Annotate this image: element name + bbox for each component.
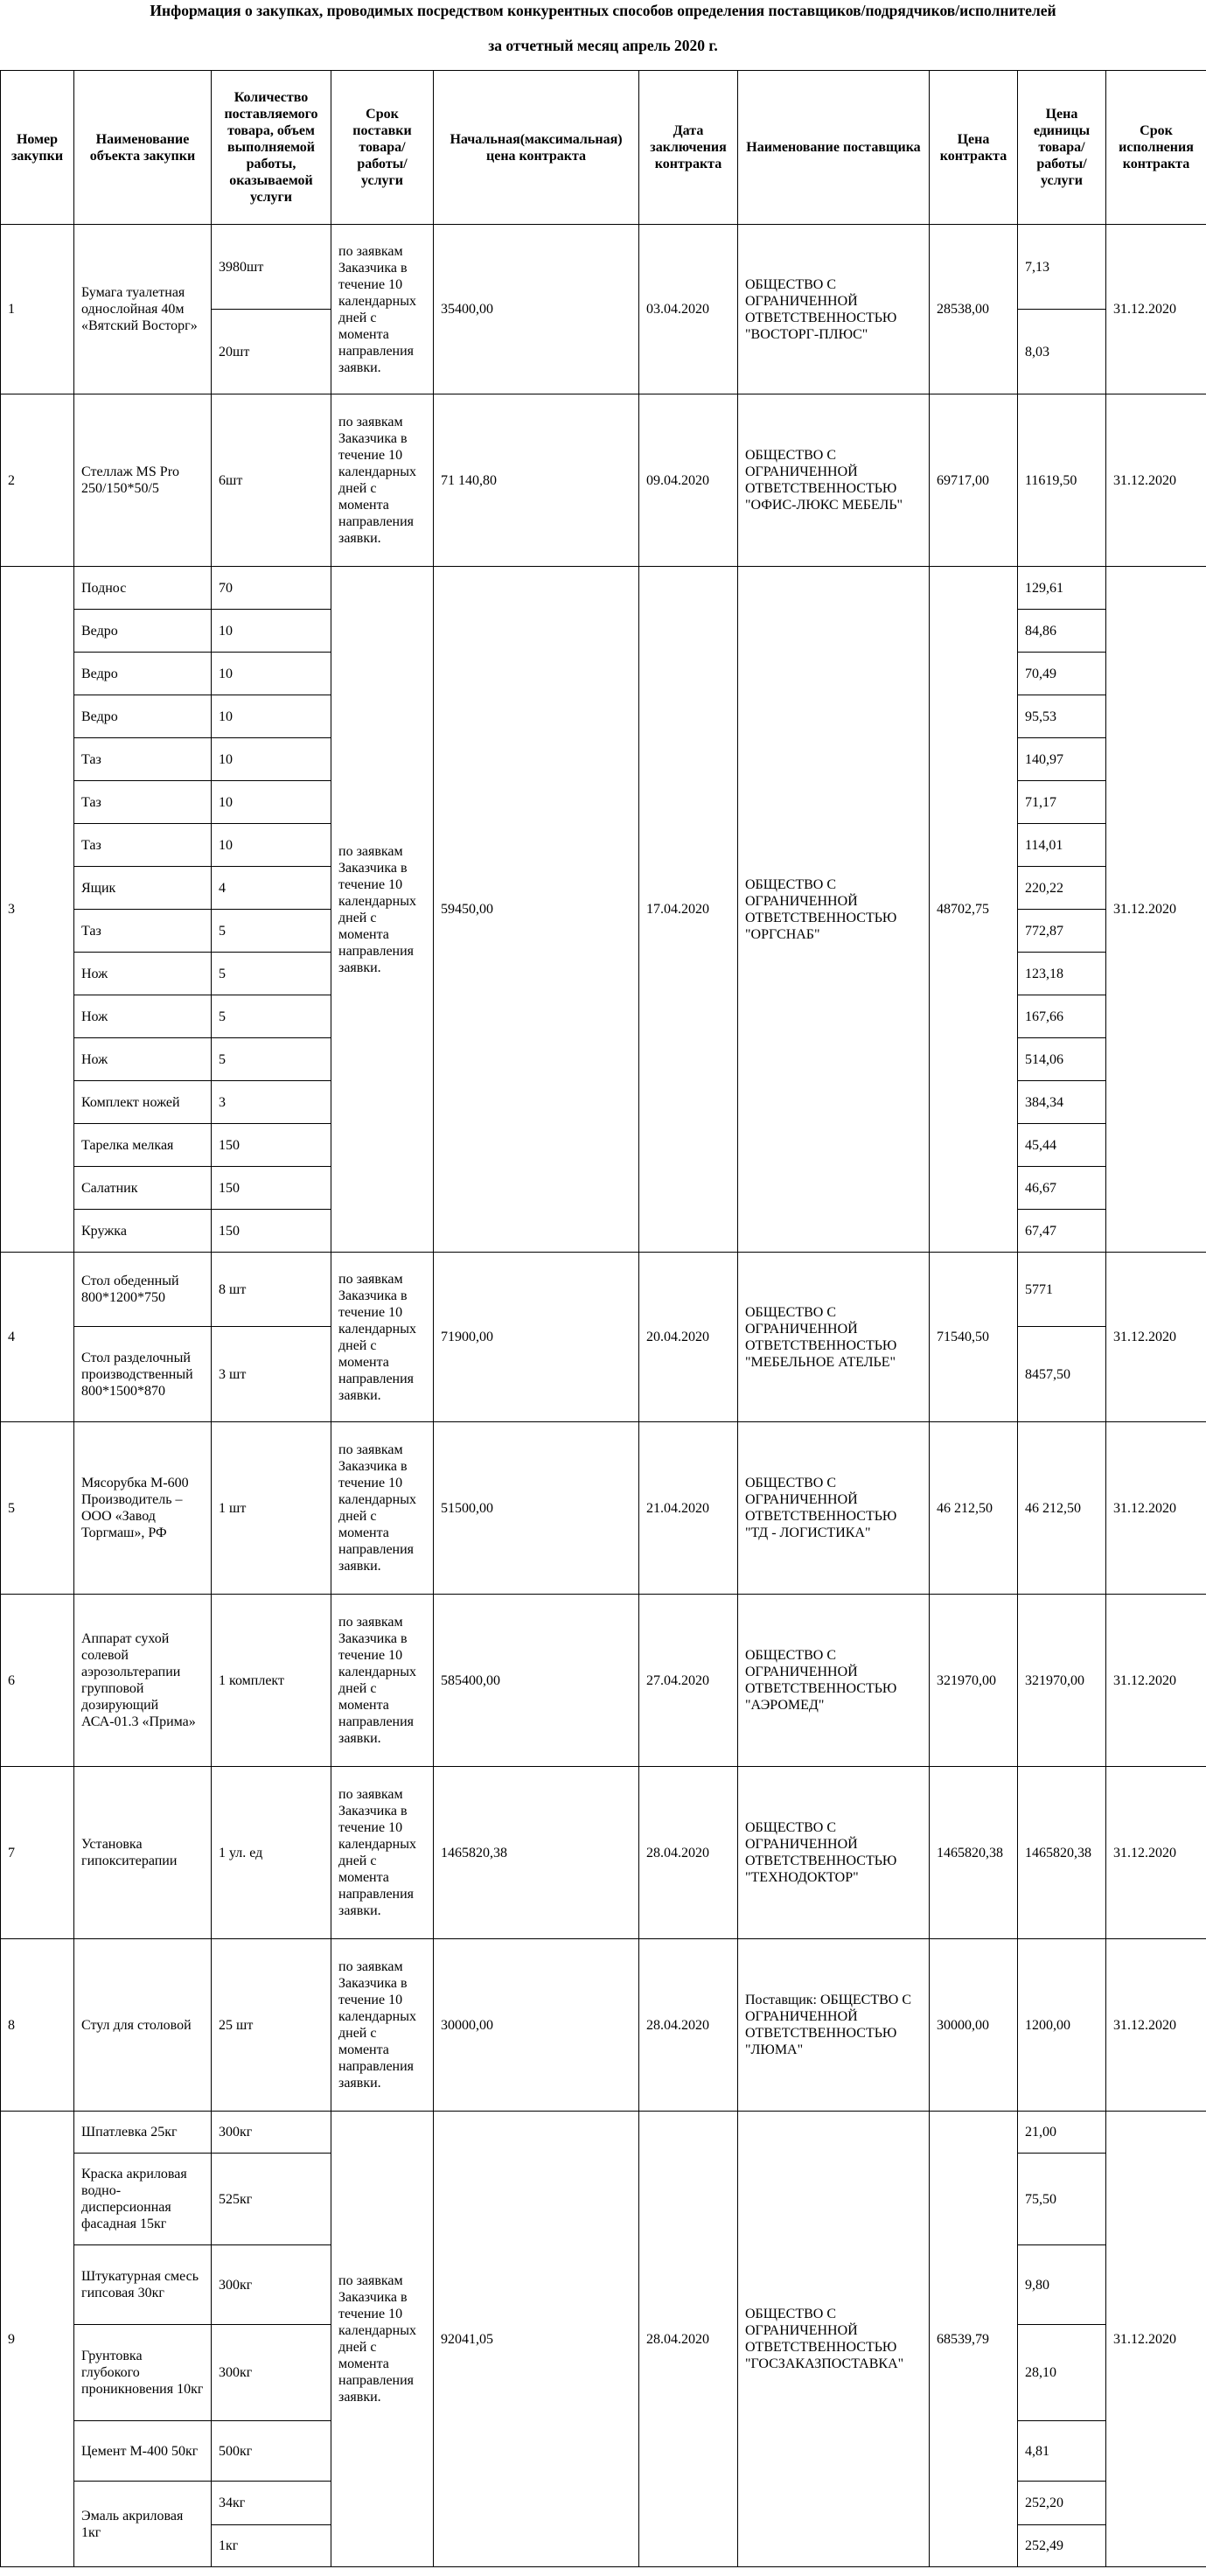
contract-deadline: 31.12.2020 [1106, 1595, 1206, 1767]
item-name: Бумага туалетная однослойная 40м «Вятский Восторг» [74, 225, 212, 394]
item-name: Стул для столовой [74, 1939, 212, 2112]
initial-price: 30000,00 [434, 1939, 639, 2112]
item-quantity: 5 [212, 995, 331, 1038]
supplier-name: ОБЩЕСТВО С ОГРАНИЧЕННОЙ ОТВЕТСТВЕННОСТЬЮ "АЭРОМЕД" [738, 1595, 930, 1767]
delivery-term: по заявкам Заказчика в течение 10 календарных дней с момента направления заявки. [331, 1253, 434, 1422]
purchase-number: 9 [1, 2112, 74, 2567]
supplier-name: ОБЩЕСТВО С ОГРАНИЧЕННОЙ ОТВЕТСТВЕННОСТЬЮ "ТЕХНОДОКТОР" [738, 1767, 930, 1939]
item-name: Цемент М-400 50кг [74, 2421, 212, 2482]
unit-price: 70,49 [1018, 653, 1106, 695]
supplier-name: ОБЩЕСТВО С ОГРАНИЧЕННОЙ ОТВЕТСТВЕННОСТЬЮ "ОФИС-ЛЮКС МЕБЕЛЬ" [738, 394, 930, 567]
unit-price: 384,34 [1018, 1081, 1106, 1124]
unit-price: 7,13 [1018, 225, 1106, 310]
item-quantity: 300кг [212, 2245, 331, 2325]
table-body [1, 225, 1206, 2567]
item-quantity: 3 [212, 1081, 331, 1124]
item-name: Грунтовка глубокого проникновения 10кг [74, 2325, 212, 2421]
item-name: Ящик [74, 867, 212, 910]
item-quantity: 5 [212, 1038, 331, 1081]
item-name: Тарелка мелкая [74, 1124, 212, 1167]
table-row [1, 2112, 1206, 2154]
item-name: Мясорубка М-600 Производитель – ООО «Завод Торгмаш», РФ [74, 1422, 212, 1595]
item-name: Стеллаж MS Pro 250/150*50/5 [74, 394, 212, 567]
contract-date: 03.04.2020 [639, 225, 738, 394]
item-quantity: 10 [212, 824, 331, 867]
supplier-name: ОБЩЕСТВО С ОГРАНИЧЕННОЙ ОТВЕТСТВЕННОСТЬЮ "ОРГСНАБ" [738, 567, 930, 1253]
item-name: Нож [74, 1038, 212, 1081]
table-row [1, 225, 1206, 310]
contract-price: 46 212,50 [930, 1422, 1018, 1595]
contract-date: 27.04.2020 [639, 1595, 738, 1767]
header-initial-price: Начальная(максимальная) цена контракта [434, 71, 639, 225]
supplier-name: Поставщик: ОБЩЕСТВО С ОГРАНИЧЕННОЙ ОТВЕТСТВЕННОСТЬЮ "ЛЮМА" [738, 1939, 930, 2112]
item-quantity: 525кг [212, 2154, 331, 2245]
contract-price: 69717,00 [930, 394, 1018, 567]
item-name: Ведро [74, 610, 212, 653]
delivery-term: по заявкам Заказчика в течение 10 календарных дней с момента направления заявки. [331, 225, 434, 394]
item-name: Стол обеденный 800*1200*750 [74, 1253, 212, 1327]
document-title: Информация о закупках, проводимых посредством конкурентных способов определения поставщиков/подрядчиков/исполнителей [150, 2, 1056, 19]
unit-price: 46 212,50 [1018, 1422, 1106, 1595]
reporting-period: за отчетный месяц апрель 2020 г. [488, 37, 718, 54]
header-contract-date: Дата заключения контракта [639, 71, 738, 225]
purchase-number: 3 [1, 567, 74, 1253]
contract-deadline: 31.12.2020 [1106, 1767, 1206, 1939]
contract-price: 48702,75 [930, 567, 1018, 1253]
unit-price: 252,20 [1018, 2482, 1106, 2525]
item-name: Аппарат сухой солевой аэрозольтерапии групповой дозирующий АСА-01.3 «Прима» [74, 1595, 212, 1767]
item-name: Таз [74, 738, 212, 781]
item-name: Таз [74, 824, 212, 867]
contract-deadline: 31.12.2020 [1106, 1422, 1206, 1595]
item-quantity: 34кг [212, 2482, 331, 2525]
unit-price: 67,47 [1018, 1210, 1106, 1253]
header-quantity: Количество поставляемого товара, объем выполняемой работы, оказываемой услуги [212, 71, 331, 225]
item-name: Кружка [74, 1210, 212, 1253]
item-quantity: 1 ул. ед [212, 1767, 331, 1939]
item-quantity: 10 [212, 781, 331, 824]
header-deadline: Срок исполнения контракта [1106, 71, 1206, 225]
unit-price: 46,67 [1018, 1167, 1106, 1210]
contract-date: 21.04.2020 [639, 1422, 738, 1595]
contract-price: 71540,50 [930, 1253, 1018, 1422]
contract-deadline: 31.12.2020 [1106, 394, 1206, 567]
initial-price: 585400,00 [434, 1595, 639, 1767]
unit-price: 8457,50 [1018, 1327, 1106, 1422]
unit-price: 167,66 [1018, 995, 1106, 1038]
item-quantity: 10 [212, 695, 331, 738]
item-quantity: 150 [212, 1167, 331, 1210]
unit-price: 75,50 [1018, 2154, 1106, 2245]
purchase-number: 2 [1, 394, 74, 567]
supplier-name: ОБЩЕСТВО С ОГРАНИЧЕННОЙ ОТВЕТСТВЕННОСТЬЮ "ТД - ЛОГИСТИКА" [738, 1422, 930, 1595]
initial-price: 1465820,38 [434, 1767, 639, 1939]
item-quantity: 5 [212, 910, 331, 953]
delivery-term: по заявкам Заказчика в течение 10 календарных дней с момента направления заявки. [331, 567, 434, 1253]
item-quantity: 500кг [212, 2421, 331, 2482]
item-quantity: 25 шт [212, 1939, 331, 2112]
purchases-table [0, 70, 1206, 2567]
item-name: Штукатурная смесь гипсовая 30кг [74, 2245, 212, 2325]
item-quantity: 3980шт [212, 225, 331, 310]
item-quantity: 10 [212, 653, 331, 695]
item-quantity: 10 [212, 738, 331, 781]
delivery-term: по заявкам Заказчика в течение 10 календарных дней с момента направления заявки. [331, 2112, 434, 2567]
unit-price: 123,18 [1018, 953, 1106, 995]
item-quantity: 20шт [212, 310, 331, 394]
header-supplier: Наименование поставщика [738, 71, 930, 225]
delivery-term: по заявкам Заказчика в течение 10 календарных дней с момента направления заявки. [331, 1767, 434, 1939]
supplier-name: ОБЩЕСТВО С ОГРАНИЧЕННОЙ ОТВЕТСТВЕННОСТЬЮ "ГОСЗАКАЗПОСТАВКА" [738, 2112, 930, 2567]
unit-price: 5771 [1018, 1253, 1106, 1327]
initial-price: 71 140,80 [434, 394, 639, 567]
purchase-number: 7 [1, 1767, 74, 1939]
item-quantity: 6шт [212, 394, 331, 567]
unit-price: 45,44 [1018, 1124, 1106, 1167]
item-quantity: 8 шт [212, 1253, 331, 1327]
item-name: Салатник [74, 1167, 212, 1210]
delivery-term: по заявкам Заказчика в течение 10 календарных дней с момента направления заявки. [331, 1939, 434, 2112]
table-row [1, 1253, 1206, 1327]
contract-date: 28.04.2020 [639, 1939, 738, 2112]
contract-date: 17.04.2020 [639, 567, 738, 1253]
purchase-number: 1 [1, 225, 74, 394]
item-name: Таз [74, 910, 212, 953]
unit-price: 28,10 [1018, 2325, 1106, 2421]
item-name: Установка гипокситерапии [74, 1767, 212, 1939]
item-quantity: 3 шт [212, 1327, 331, 1422]
item-name: Нож [74, 953, 212, 995]
contract-deadline: 31.12.2020 [1106, 567, 1206, 1253]
purchase-number: 6 [1, 1595, 74, 1767]
unit-price: 1200,00 [1018, 1939, 1106, 2112]
header-unit-price: Цена единицы товара/ работы/ услуги [1018, 71, 1106, 225]
contract-deadline: 31.12.2020 [1106, 1253, 1206, 1422]
item-quantity: 300кг [212, 2325, 331, 2421]
unit-price: 514,06 [1018, 1038, 1106, 1081]
unit-price: 114,01 [1018, 824, 1106, 867]
contract-deadline: 31.12.2020 [1106, 2112, 1206, 2567]
purchase-number: 8 [1, 1939, 74, 2112]
contract-price: 321970,00 [930, 1595, 1018, 1767]
item-name: Комплект ножей [74, 1081, 212, 1124]
item-name: Таз [74, 781, 212, 824]
unit-price: 11619,50 [1018, 394, 1106, 567]
initial-price: 35400,00 [434, 225, 639, 394]
unit-price: 9,80 [1018, 2245, 1106, 2325]
delivery-term: по заявкам Заказчика в течение 10 календарных дней с момента направления заявки. [331, 394, 434, 567]
item-quantity: 5 [212, 953, 331, 995]
table-row [1, 567, 1206, 610]
unit-price: 1465820,38 [1018, 1767, 1106, 1939]
unit-price: 321970,00 [1018, 1595, 1106, 1767]
item-name: Эмаль акриловая 1кг [74, 2482, 212, 2567]
table-row [1, 1767, 1206, 1939]
table-row [1, 1595, 1206, 1767]
delivery-term: по заявкам Заказчика в течение 10 календарных дней с момента направления заявки. [331, 1595, 434, 1767]
contract-date: 28.04.2020 [639, 1767, 738, 1939]
item-quantity: 70 [212, 567, 331, 610]
contract-price: 1465820,38 [930, 1767, 1018, 1939]
item-quantity: 150 [212, 1124, 331, 1167]
item-name: Стол разделочный производственный 800*1500*870 [74, 1327, 212, 1422]
contract-price: 28538,00 [930, 225, 1018, 394]
unit-price: 84,86 [1018, 610, 1106, 653]
unit-price: 21,00 [1018, 2112, 1106, 2154]
item-name: Краска акриловая водно-дисперсионная фасадная 15кг [74, 2154, 212, 2245]
header-object: Наименование объекта закупки [74, 71, 212, 225]
item-name: Нож [74, 995, 212, 1038]
item-quantity: 4 [212, 867, 331, 910]
unit-price: 95,53 [1018, 695, 1106, 738]
unit-price: 71,17 [1018, 781, 1106, 824]
unit-price: 772,87 [1018, 910, 1106, 953]
contract-date: 28.04.2020 [639, 2112, 738, 2567]
table-header-row [1, 71, 1206, 225]
item-name: Шпатлевка 25кг [74, 2112, 212, 2154]
item-quantity: 1 шт [212, 1422, 331, 1595]
header-contract-price: Цена контракта [930, 71, 1018, 225]
contract-price: 68539,79 [930, 2112, 1018, 2567]
unit-price: 140,97 [1018, 738, 1106, 781]
supplier-name: ОБЩЕСТВО С ОГРАНИЧЕННОЙ ОТВЕТСТВЕННОСТЬЮ "МЕБЕЛЬНОЕ АТЕЛЬЕ" [738, 1253, 930, 1422]
unit-price: 4,81 [1018, 2421, 1106, 2482]
table-row [1, 1422, 1206, 1595]
item-name: Ведро [74, 695, 212, 738]
item-quantity: 10 [212, 610, 331, 653]
supplier-name: ОБЩЕСТВО С ОГРАНИЧЕННОЙ ОТВЕТСТВЕННОСТЬЮ "ВОСТОРГ-ПЛЮС" [738, 225, 930, 394]
initial-price: 71900,00 [434, 1253, 639, 1422]
unit-price: 8,03 [1018, 310, 1106, 394]
contract-price: 30000,00 [930, 1939, 1018, 2112]
initial-price: 92041,05 [434, 2112, 639, 2567]
contract-deadline: 31.12.2020 [1106, 1939, 1206, 2112]
purchase-number: 5 [1, 1422, 74, 1595]
item-name: Поднос [74, 567, 212, 610]
purchase-number: 4 [1, 1253, 74, 1422]
contract-date: 09.04.2020 [639, 394, 738, 567]
header-delivery-term: Срок поставки товара/ работы/ услуги [331, 71, 434, 225]
table-row [1, 394, 1206, 567]
header-purchase-number: Номер закупки [1, 71, 74, 225]
item-quantity: 300кг [212, 2112, 331, 2154]
unit-price: 252,49 [1018, 2525, 1106, 2567]
unit-price: 129,61 [1018, 567, 1106, 610]
item-name: Ведро [74, 653, 212, 695]
contract-deadline: 31.12.2020 [1106, 225, 1206, 394]
unit-price: 220,22 [1018, 867, 1106, 910]
item-quantity: 150 [212, 1210, 331, 1253]
initial-price: 51500,00 [434, 1422, 639, 1595]
contract-date: 20.04.2020 [639, 1253, 738, 1422]
item-quantity: 1 комплект [212, 1595, 331, 1767]
table-row [1, 1939, 1206, 2112]
delivery-term: по заявкам Заказчика в течение 10 календарных дней с момента направления заявки. [331, 1422, 434, 1595]
item-quantity: 1кг [212, 2525, 331, 2567]
initial-price: 59450,00 [434, 567, 639, 1253]
